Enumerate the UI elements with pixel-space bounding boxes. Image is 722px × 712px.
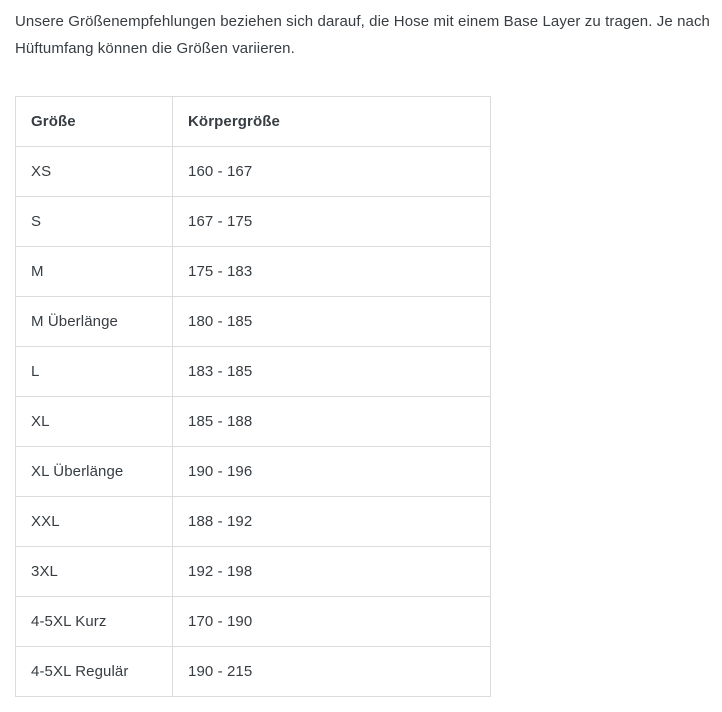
size-table-header <box>16 97 491 147</box>
size-column-header: Größe <box>16 97 173 147</box>
table-row <box>16 497 491 547</box>
height-cell: 175 - 183 <box>173 247 491 297</box>
table-row <box>16 197 491 247</box>
table-row <box>16 647 491 697</box>
table-row <box>16 297 491 347</box>
table-row <box>16 447 491 497</box>
size-cell: M <box>16 247 173 297</box>
height-cell: 190 - 215 <box>173 647 491 697</box>
table-row <box>16 247 491 297</box>
size-cell: XXL <box>16 497 173 547</box>
height-cell: 170 - 190 <box>173 597 491 647</box>
height-cell: 160 - 167 <box>173 147 491 197</box>
size-table <box>15 96 491 697</box>
size-cell: M Überlänge <box>16 297 173 347</box>
size-cell: XS <box>16 147 173 197</box>
intro-text <box>0 0 722 62</box>
intro-line-1: Unsere Größenempfehlungen beziehen sich darauf, die Hose mit einem Base Layer zu tragen. Je nach <box>15 13 710 30</box>
size-cell: S <box>16 197 173 247</box>
height-cell: 167 - 175 <box>173 197 491 247</box>
table-row <box>16 147 491 197</box>
table-row <box>16 397 491 447</box>
table-row <box>16 597 491 647</box>
height-cell: 180 - 185 <box>173 297 491 347</box>
size-cell: 3XL <box>16 547 173 597</box>
size-cell: 4-5XL Regulär <box>16 647 173 697</box>
height-cell: 188 - 192 <box>173 497 491 547</box>
header-row <box>16 97 491 147</box>
height-cell: 192 - 198 <box>173 547 491 597</box>
height-cell: 190 - 196 <box>173 447 491 497</box>
size-cell: 4-5XL Kurz <box>16 597 173 647</box>
height-cell: 183 - 185 <box>173 347 491 397</box>
intro-line-2: Hüftumfang können die Größen variieren. <box>15 40 295 57</box>
height-cell: 185 - 188 <box>173 397 491 447</box>
table-row <box>16 547 491 597</box>
size-cell: XL <box>16 397 173 447</box>
height-column-header: Körpergröße <box>173 97 491 147</box>
table-row <box>16 347 491 397</box>
size-cell: L <box>16 347 173 397</box>
size-table-body <box>16 147 491 697</box>
size-cell: XL Überlänge <box>16 447 173 497</box>
